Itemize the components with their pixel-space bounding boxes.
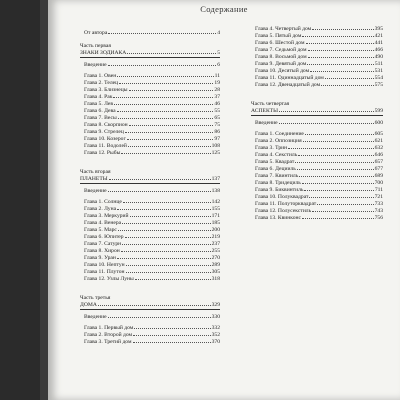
entry-label: Глава 9. Девятый дом (255, 61, 307, 67)
dot-leader (108, 65, 217, 66)
page-number: 171 (211, 213, 220, 219)
page-number: 138 (211, 188, 220, 194)
entry-label: Глава 2. Луна (84, 206, 117, 212)
entry-label: Глава 9. Уран (84, 255, 116, 261)
entry-label: Глава 11. Водолей (84, 143, 127, 149)
toc-entry (255, 131, 383, 138)
dot-leader (133, 342, 211, 343)
dot-leader (117, 209, 211, 210)
dot-leader (303, 141, 374, 142)
toc-entry (255, 201, 383, 208)
page-number: 200 (211, 227, 220, 233)
dot-leader (297, 169, 374, 170)
dot-leader (308, 50, 374, 51)
toc-entry (255, 120, 383, 127)
dot-leader (302, 36, 373, 37)
part-label: Часть первая (80, 43, 111, 49)
entry-label: Глава 10. Нептун (84, 262, 125, 268)
page-number: 11 (214, 73, 220, 79)
entry-label: ПЛАНЕТЫ (80, 176, 108, 182)
entry-label: Глава 8. Хирон (84, 248, 120, 254)
dot-leader (98, 305, 211, 306)
dot-leader (288, 148, 373, 149)
toc-entry (84, 325, 220, 332)
page-number: 4 (217, 30, 220, 36)
dot-leader (133, 335, 211, 336)
dot-leader (108, 33, 216, 34)
part-title-entry (251, 108, 383, 116)
dot-leader (125, 237, 211, 238)
entry-label: Глава 6. Шестой дом (255, 40, 305, 46)
page-number: 677 (374, 166, 383, 172)
toc-entry (84, 276, 220, 283)
entry-label: Глава 11. Полуторквадрат (255, 201, 317, 207)
toc-entry (84, 269, 220, 276)
entry-label: Глава 10. Козерог (84, 136, 126, 142)
toc-entry (255, 33, 383, 40)
toc-entry (255, 82, 383, 89)
dot-leader (118, 118, 214, 119)
dot-leader (123, 202, 211, 203)
page-number: 646 (374, 152, 383, 158)
toc-entry (255, 215, 383, 222)
page-number: 318 (211, 276, 220, 282)
toc-entry (84, 136, 220, 143)
dot-leader (122, 223, 211, 224)
dot-leader (129, 125, 214, 126)
page-number: 605 (374, 131, 383, 137)
dot-leader (121, 251, 211, 252)
entry-label: Глава 5. Пятый дом (255, 33, 302, 39)
entry-label: Глава 5. Лев (84, 101, 114, 107)
page-number: 621 (374, 138, 383, 144)
dot-leader (125, 132, 214, 133)
toc-entry (84, 262, 220, 269)
toc-entry (255, 166, 383, 173)
page-number: 531 (374, 68, 383, 74)
entry-label: Глава 10. Полуквадрат (255, 194, 309, 200)
toc-entry (255, 54, 383, 61)
page-title: Содержание (200, 4, 248, 14)
page-number: 600 (374, 120, 383, 126)
page-number: 329 (211, 302, 220, 308)
page-number: 37 (214, 94, 220, 100)
entry-label: Глава 6. Дева (84, 108, 116, 114)
entry-label: Введение (84, 314, 107, 320)
part-title-entry (80, 50, 220, 58)
entry-label: Глава 12. Полусекстиль (255, 208, 312, 214)
page-number: 733 (374, 201, 383, 207)
page-number: 185 (211, 220, 220, 226)
toc-entry (255, 180, 383, 187)
entry-label: Глава 8. Тридециль (255, 180, 301, 186)
entry-label: Введение (84, 62, 107, 68)
entry-label: Глава 1. Соединение (255, 131, 304, 137)
entry-label: Глава 1. Первый дом (84, 325, 134, 331)
toc-entry (84, 80, 220, 87)
dot-leader (321, 85, 373, 86)
page-number: 155 (211, 206, 220, 212)
toc-entry (255, 145, 383, 152)
entry-label: Глава 7. Квинтиль (255, 173, 299, 179)
dot-leader (118, 230, 211, 231)
entry-label: Глава 3. Близнецы (84, 87, 128, 93)
dot-leader (325, 78, 374, 79)
dot-leader (130, 216, 211, 217)
dot-leader (279, 123, 374, 124)
part-title-entry (80, 176, 220, 184)
page-number: 142 (211, 199, 220, 205)
entry-label: Глава 9. Стрелец (84, 129, 124, 135)
toc-entry (84, 234, 220, 241)
page-number: 554 (374, 75, 383, 81)
page-number: 711 (374, 187, 383, 193)
page-number: 305 (211, 269, 220, 275)
entry-label: Введение (255, 120, 278, 126)
dot-leader (126, 265, 211, 266)
entry-label: Глава 12. Двенадцатый дом (255, 82, 321, 88)
entry-label: Глава 2. Оппозиция (255, 138, 302, 144)
toc-entry (84, 94, 220, 101)
right-column (251, 26, 383, 222)
page-number: 125 (211, 150, 220, 156)
entry-label: Введение (84, 188, 107, 194)
toc-entry (255, 40, 383, 47)
page-number: 441 (374, 40, 383, 46)
page-number: 108 (211, 143, 220, 149)
section-gap (80, 283, 220, 289)
page-number: 370 (211, 339, 220, 345)
entry-label: Глава 8. Скорпион (84, 122, 128, 128)
entry-label: Глава 11. Одиннадцатый дом (255, 75, 324, 81)
page-number: 395 (374, 26, 383, 32)
page-number: 421 (374, 33, 383, 39)
dot-leader (119, 83, 213, 84)
toc-entry (84, 122, 220, 129)
entry-label: Глава 7. Сатурн (84, 241, 122, 247)
entry-label: Глава 6. Юпитер (84, 234, 124, 240)
entry-label: Глава 7. Седьмой дом (255, 47, 307, 53)
toc-entry (255, 208, 383, 215)
entry-label: ДОМА (80, 302, 97, 308)
book-spine-shadow (0, 0, 40, 400)
dot-leader (317, 204, 373, 205)
dot-leader (312, 211, 373, 212)
dot-leader (134, 328, 210, 329)
section-gap (251, 89, 383, 95)
entry-label: Глава 4. Рак (84, 94, 113, 100)
toc-entry (84, 213, 220, 220)
page-number: 466 (374, 47, 383, 53)
entry-label: Глава 12. Узлы Луны (84, 276, 134, 282)
toc-entry (84, 314, 220, 321)
dot-leader (302, 218, 374, 219)
entry-label: Глава 1. Овен (84, 73, 117, 79)
page-number: 575 (374, 82, 383, 88)
entry-label: Глава 5. Квадрат (255, 159, 295, 165)
toc-entry (255, 187, 383, 194)
toc-entry (255, 152, 383, 159)
toc-entry (84, 73, 220, 80)
dot-leader (128, 146, 211, 147)
toc-entry (255, 159, 383, 166)
entry-label: Глава 4. Венера (84, 220, 122, 226)
toc-entry (255, 47, 383, 54)
toc-entry (255, 26, 383, 33)
dot-leader (114, 104, 213, 105)
page-number: 46 (214, 101, 220, 107)
entry-label: Глава 12. Рыбы (84, 150, 121, 156)
page-number: 5 (217, 50, 220, 56)
page-number: 332 (211, 325, 220, 331)
page-number: 632 (374, 145, 383, 151)
toc-entry (84, 101, 220, 108)
entry-label: Глава 3. Трин (255, 145, 288, 151)
page-number: 55 (214, 108, 220, 114)
part-label: Часть вторая (80, 169, 111, 175)
page-number: 490 (374, 54, 383, 60)
entry-label: Глава 7. Весы (84, 115, 117, 121)
toc-entry (84, 206, 220, 213)
entry-label: Глава 13. Квинконс (255, 215, 301, 221)
dot-leader (108, 191, 211, 192)
page-number: 6 (217, 62, 220, 68)
dot-leader (117, 76, 213, 77)
dot-leader (312, 29, 373, 30)
dot-leader (302, 183, 374, 184)
toc-entry (84, 188, 220, 195)
dot-leader (127, 139, 214, 140)
toc-entry (84, 339, 220, 346)
dot-leader (121, 153, 210, 154)
toc-entry (84, 227, 220, 234)
dot-leader (127, 53, 216, 54)
dot-leader (305, 134, 374, 135)
contents-page (48, 0, 400, 400)
page-number: 756 (374, 215, 383, 221)
dot-leader (298, 155, 373, 156)
entry-label: Глава 5. Марс (84, 227, 117, 233)
page-number: 657 (374, 159, 383, 165)
entry-label: Глава 1. Солнце (84, 199, 122, 205)
dot-leader (122, 244, 210, 245)
dot-leader (310, 71, 373, 72)
page-number: 511 (374, 61, 383, 67)
dot-leader (126, 272, 211, 273)
dot-leader (109, 179, 211, 180)
part-label: Часть третья (80, 295, 111, 301)
toc-entry (255, 173, 383, 180)
section-gap (80, 157, 220, 163)
toc-entry (84, 115, 220, 122)
toc-entry (84, 199, 220, 206)
toc-entry (84, 255, 220, 262)
entry-label: Глава 3. Третий дом (84, 339, 132, 345)
page-number: 743 (374, 208, 383, 214)
page-number: 330 (211, 314, 220, 320)
entry-label: Глава 2. Телец (84, 80, 119, 86)
page-number: 352 (211, 332, 220, 338)
page-number: 255 (211, 248, 220, 254)
toc-entry (255, 138, 383, 145)
entry-label: Глава 6. Децииль (255, 166, 296, 172)
part-label: Часть четвертая (251, 101, 290, 107)
page-number: 689 (374, 173, 383, 179)
dot-leader (306, 43, 374, 44)
entry-label: Глава 4. Четвертый дом (255, 26, 312, 32)
toc-entry (84, 30, 220, 37)
page-number: 75 (214, 122, 220, 128)
dot-leader (117, 258, 211, 259)
toc-entry (84, 129, 220, 136)
toc-entry (255, 194, 383, 201)
dot-leader (279, 111, 374, 112)
page-number: 721 (374, 194, 383, 200)
entry-label: Глава 9. Биквинтиль (255, 187, 304, 193)
page-number: 270 (211, 255, 220, 261)
dot-leader (309, 197, 373, 198)
dot-leader (299, 176, 373, 177)
page-number: 237 (211, 241, 220, 247)
entry-label: Глава 11. Плутон (84, 269, 125, 275)
page-number: 28 (214, 87, 220, 93)
toc-entry (84, 108, 220, 115)
page-number: 97 (214, 136, 220, 142)
toc-entry (84, 220, 220, 227)
toc-entry (84, 150, 220, 157)
toc-entry (84, 241, 220, 248)
page-number: 219 (211, 234, 220, 240)
entry-label: Глава 2. Второй дом (84, 332, 133, 338)
entry-label: Глава 4. Секстиль (255, 152, 298, 158)
entry-label: ЗНАКИ ЗОДИАКА (80, 50, 127, 56)
entry-label: От автора (84, 30, 108, 36)
entry-label: Глава 10. Десятый дом (255, 68, 310, 74)
page-number: 65 (214, 115, 220, 121)
page-number: 137 (211, 176, 220, 182)
page-number: 289 (211, 262, 220, 268)
entry-label: Глава 8. Восьмой дом (255, 54, 307, 60)
page-number: 700 (374, 180, 383, 186)
left-column (80, 26, 220, 346)
dot-leader (304, 190, 373, 191)
dot-leader (295, 162, 373, 163)
toc-entry (84, 143, 220, 150)
toc-entry (84, 332, 220, 339)
entry-label: Глава 3. Меркурий (84, 213, 129, 219)
dot-leader (108, 317, 211, 318)
dot-leader (307, 64, 374, 65)
toc-entry (84, 248, 220, 255)
toc-entry (84, 87, 220, 94)
toc-entry (255, 68, 383, 75)
dot-leader (135, 279, 211, 280)
toc-entry (84, 62, 220, 69)
dot-leader (308, 57, 374, 58)
dot-leader (117, 111, 214, 112)
page-number: 599 (374, 108, 383, 114)
toc-entry (255, 61, 383, 68)
toc-entry (255, 75, 383, 82)
dot-leader (129, 90, 214, 91)
dot-leader (113, 97, 213, 98)
page-number: 86 (214, 129, 220, 135)
part-title-entry (80, 302, 220, 310)
entry-label: АСПЕКТЫ (251, 108, 278, 114)
page-number: 19 (214, 80, 220, 86)
